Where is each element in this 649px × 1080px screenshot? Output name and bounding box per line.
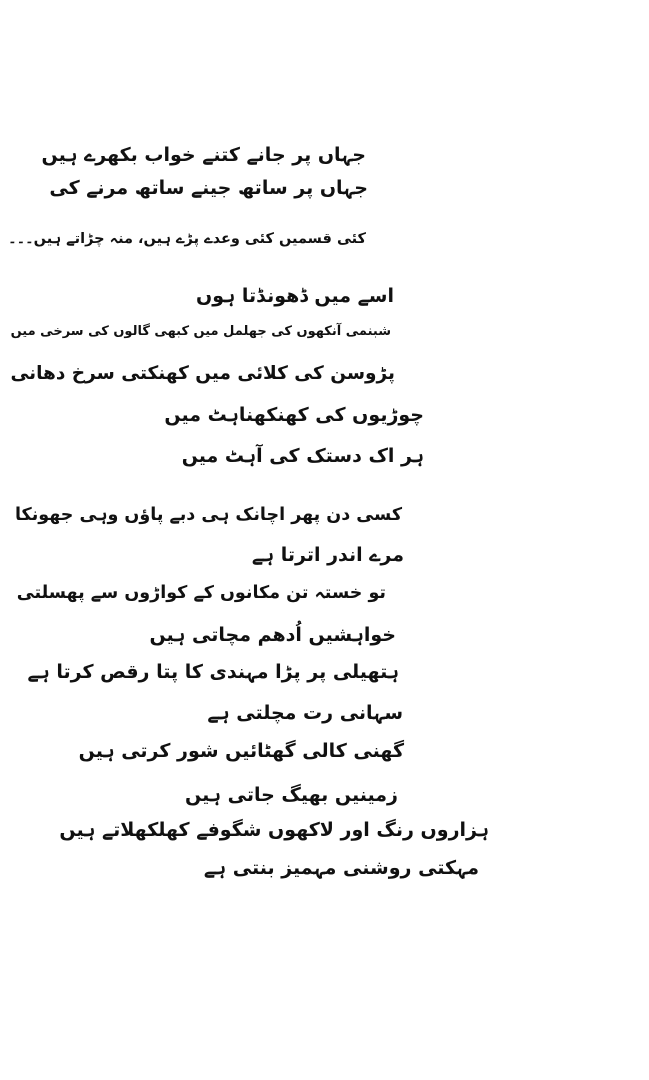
poem-line: ہزاروں رنگ اور لاکھوں شگوفے کھلکھلاتے ہیں xyxy=(59,819,489,841)
poem-line: اسے میں ڈھونڈتا ہوں xyxy=(196,285,394,307)
poem-line: ہتھیلی پر پڑا مہندی کا پتا رقص کرتا ہے xyxy=(27,661,399,683)
poem-line: جہاں پر ساتھ جینے ساتھ مرنے کی xyxy=(49,177,368,199)
poem-line: خواہشیں اُدھم مچاتی ہیں xyxy=(149,624,396,646)
poem-line: سہانی رت مچلتی ہے xyxy=(207,702,403,724)
poem-line: چوڑیوں کی کھنکھناہٹ میں xyxy=(164,404,424,426)
poem-line: ہر اک دستک کی آہٹ میں xyxy=(181,445,424,467)
poem-line: تو خستہ تن مکانوں کے کواڑوں سے پھسلتی xyxy=(16,583,386,603)
poem-line: جہاں پر جانے کتنے خواب بکھرے ہیں xyxy=(41,144,366,166)
poem-line: مہکتی روشنی مہمیز بنتی ہے xyxy=(203,857,479,879)
poem-line: شبنمی آنکھوں کی جھلمل میں کبھی گالوں کی سرخی میں xyxy=(10,324,391,339)
poem-line: گھنی کالی گھٹائیں شور کرتی ہیں xyxy=(78,740,404,762)
poem-line: کسی دن پھر اچانک ہی دبے پاؤں وہی جھونکا xyxy=(14,505,402,525)
poem-line: پڑوسن کی کلائی میں کھنکتی سرخ دھانی xyxy=(10,363,395,384)
poem-line: مرے اندر اترتا ہے xyxy=(251,544,404,566)
poem-line: کئی قسمیں کئی وعدے پڑے ہیں، منہ چڑاتے ہیں۔۔۔ xyxy=(8,231,366,247)
poem-line: زمینیں بھیگ جاتی ہیں xyxy=(185,784,398,806)
